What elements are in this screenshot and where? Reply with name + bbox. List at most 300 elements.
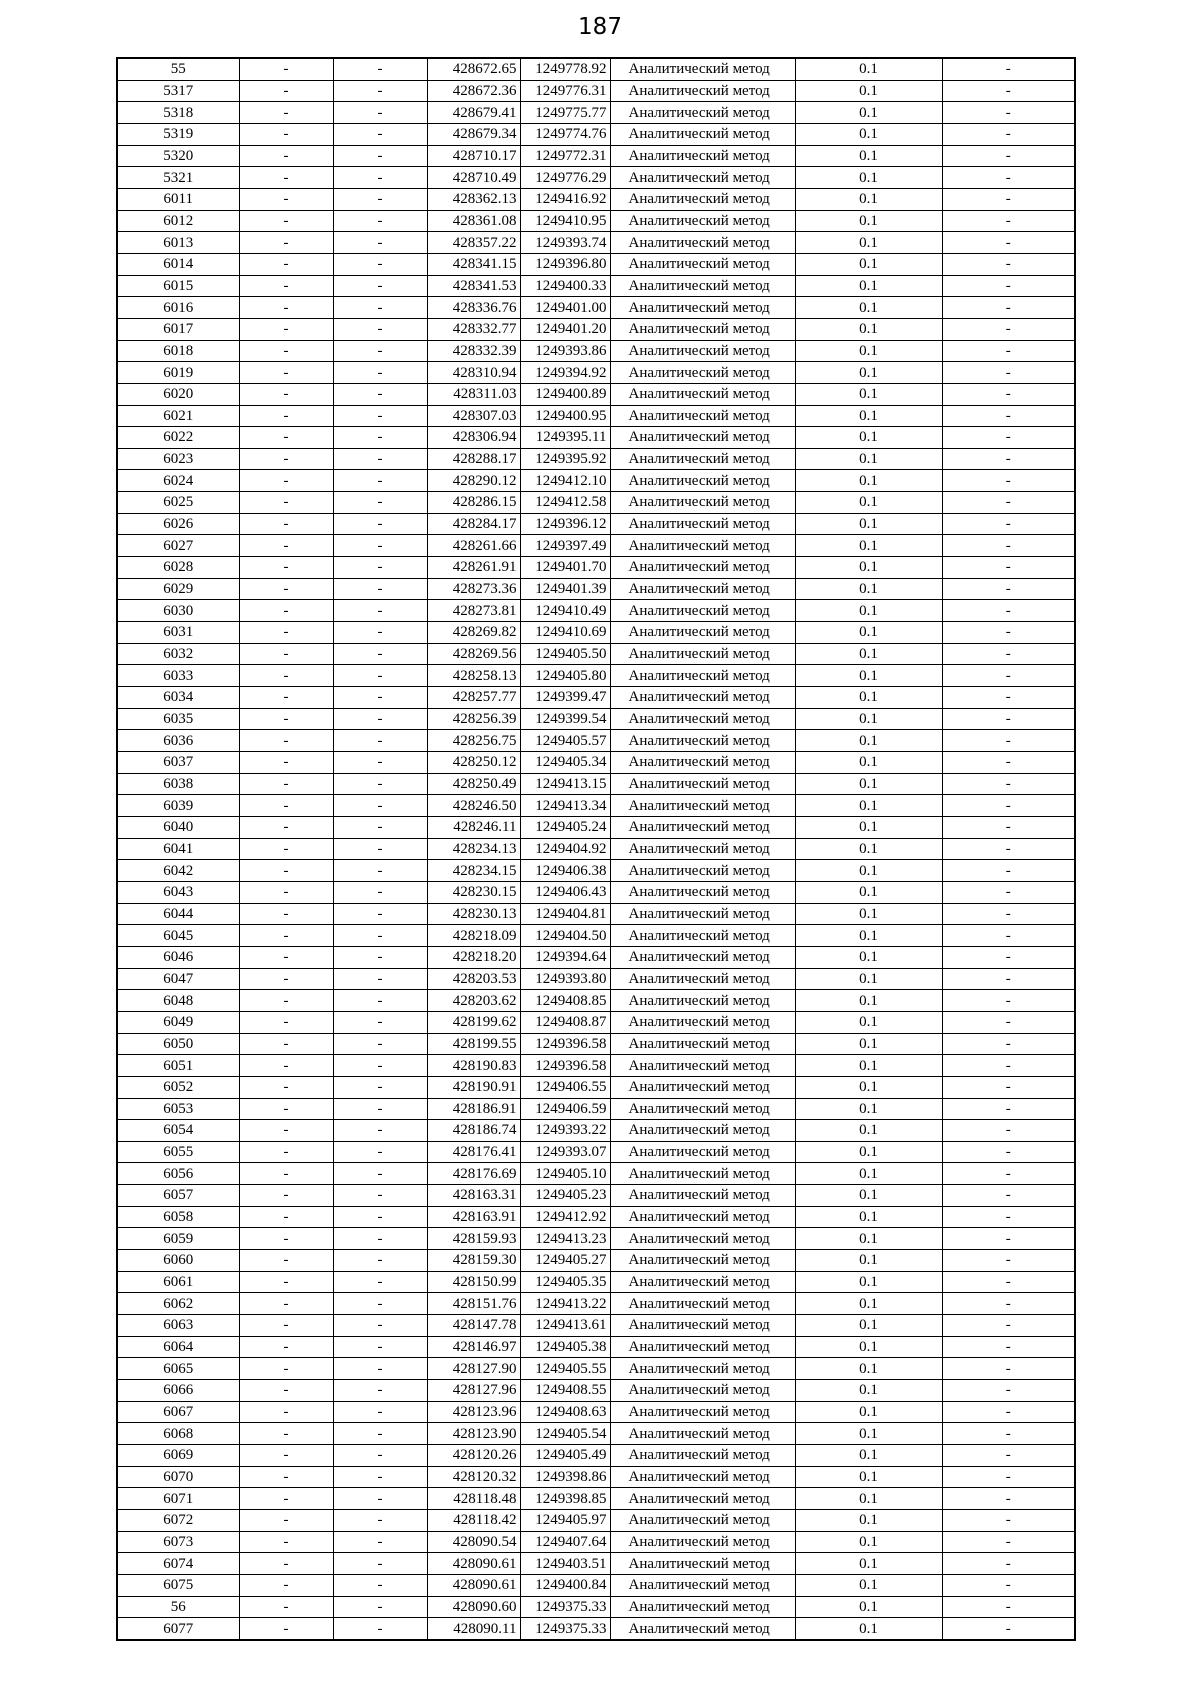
- column-3-cell: -: [333, 1336, 427, 1358]
- accuracy-cell: 0.1: [795, 188, 942, 210]
- column-2-cell: -: [239, 1596, 333, 1618]
- accuracy-cell: 0.1: [795, 1401, 942, 1423]
- point-number-cell: 6067: [117, 1401, 239, 1423]
- x-coordinate-cell: 428258.13: [427, 665, 520, 687]
- method-cell: Аналитический метод: [610, 708, 795, 730]
- point-number-cell: 6051: [117, 1055, 239, 1077]
- table-row: [117, 492, 1075, 514]
- column-3-cell: -: [333, 80, 427, 102]
- point-number-cell: 6072: [117, 1509, 239, 1531]
- note-cell: -: [942, 1596, 1075, 1618]
- point-number-cell: 6030: [117, 600, 239, 622]
- column-3-cell: -: [333, 1401, 427, 1423]
- y-coordinate-cell: 1249404.81: [520, 903, 610, 925]
- accuracy-cell: 0.1: [795, 318, 942, 340]
- note-cell: -: [942, 643, 1075, 665]
- column-2-cell: -: [239, 232, 333, 254]
- x-coordinate-cell: 428310.94: [427, 362, 520, 384]
- method-cell: Аналитический метод: [610, 1466, 795, 1488]
- column-2-cell: -: [239, 1185, 333, 1207]
- x-coordinate-cell: 428090.11: [427, 1618, 520, 1640]
- table-row: [117, 1228, 1075, 1250]
- accuracy-cell: 0.1: [795, 622, 942, 644]
- column-2-cell: -: [239, 535, 333, 557]
- accuracy-cell: 0.1: [795, 1228, 942, 1250]
- accuracy-cell: 0.1: [795, 687, 942, 709]
- column-2-cell: -: [239, 1445, 333, 1467]
- y-coordinate-cell: 1249395.11: [520, 427, 610, 449]
- y-coordinate-cell: 1249413.22: [520, 1293, 610, 1315]
- column-3-cell: -: [333, 470, 427, 492]
- note-cell: -: [942, 123, 1075, 145]
- y-coordinate-cell: 1249404.50: [520, 925, 610, 947]
- method-cell: Аналитический метод: [610, 275, 795, 297]
- note-cell: -: [942, 730, 1075, 752]
- column-2-cell: -: [239, 167, 333, 189]
- column-3-cell: -: [333, 297, 427, 319]
- x-coordinate-cell: 428199.55: [427, 1033, 520, 1055]
- column-2-cell: -: [239, 58, 333, 80]
- point-number-cell: 5319: [117, 123, 239, 145]
- method-cell: Аналитический метод: [610, 730, 795, 752]
- accuracy-cell: 0.1: [795, 1141, 942, 1163]
- point-number-cell: 6057: [117, 1185, 239, 1207]
- point-number-cell: 6017: [117, 318, 239, 340]
- x-coordinate-cell: 428090.61: [427, 1553, 520, 1575]
- accuracy-cell: 0.1: [795, 578, 942, 600]
- x-coordinate-cell: 428199.62: [427, 1011, 520, 1033]
- column-2-cell: -: [239, 1358, 333, 1380]
- method-cell: Аналитический метод: [610, 1293, 795, 1315]
- table-row: [117, 535, 1075, 557]
- accuracy-cell: 0.1: [795, 990, 942, 1012]
- column-3-cell: -: [333, 946, 427, 968]
- note-cell: -: [942, 297, 1075, 319]
- method-cell: Аналитический метод: [610, 470, 795, 492]
- table-row: [117, 340, 1075, 362]
- note-cell: -: [942, 340, 1075, 362]
- table-row: [117, 622, 1075, 644]
- accuracy-cell: 0.1: [795, 1055, 942, 1077]
- point-number-cell: 6044: [117, 903, 239, 925]
- y-coordinate-cell: 1249403.51: [520, 1553, 610, 1575]
- x-coordinate-cell: 428176.69: [427, 1163, 520, 1185]
- point-number-cell: 6071: [117, 1488, 239, 1510]
- column-2-cell: -: [239, 102, 333, 124]
- point-number-cell: 6021: [117, 405, 239, 427]
- point-number-cell: 6046: [117, 946, 239, 968]
- table-row: [117, 167, 1075, 189]
- x-coordinate-cell: 428288.17: [427, 448, 520, 470]
- column-2-cell: -: [239, 730, 333, 752]
- point-number-cell: 6038: [117, 773, 239, 795]
- accuracy-cell: 0.1: [795, 1033, 942, 1055]
- note-cell: -: [942, 622, 1075, 644]
- point-number-cell: 6026: [117, 513, 239, 535]
- note-cell: -: [942, 1185, 1075, 1207]
- y-coordinate-cell: 1249778.92: [520, 58, 610, 80]
- y-coordinate-cell: 1249408.63: [520, 1401, 610, 1423]
- x-coordinate-cell: 428123.90: [427, 1423, 520, 1445]
- accuracy-cell: 0.1: [795, 730, 942, 752]
- x-coordinate-cell: 428256.39: [427, 708, 520, 730]
- accuracy-cell: 0.1: [795, 210, 942, 232]
- y-coordinate-cell: 1249408.85: [520, 990, 610, 1012]
- column-3-cell: -: [333, 210, 427, 232]
- column-3-cell: -: [333, 535, 427, 557]
- note-cell: -: [942, 1055, 1075, 1077]
- accuracy-cell: 0.1: [795, 752, 942, 774]
- x-coordinate-cell: 428090.54: [427, 1531, 520, 1553]
- note-cell: -: [942, 427, 1075, 449]
- column-2-cell: -: [239, 838, 333, 860]
- note-cell: -: [942, 903, 1075, 925]
- note-cell: -: [942, 167, 1075, 189]
- accuracy-cell: 0.1: [795, 275, 942, 297]
- point-number-cell: 6019: [117, 362, 239, 384]
- point-number-cell: 6062: [117, 1293, 239, 1315]
- point-number-cell: 6068: [117, 1423, 239, 1445]
- point-number-cell: 6052: [117, 1076, 239, 1098]
- column-3-cell: -: [333, 362, 427, 384]
- note-cell: -: [942, 253, 1075, 275]
- x-coordinate-cell: 428273.81: [427, 600, 520, 622]
- point-number-cell: 6049: [117, 1011, 239, 1033]
- column-2-cell: -: [239, 1574, 333, 1596]
- accuracy-cell: 0.1: [795, 1293, 942, 1315]
- column-3-cell: -: [333, 903, 427, 925]
- accuracy-cell: 0.1: [795, 925, 942, 947]
- column-3-cell: -: [333, 622, 427, 644]
- column-2-cell: -: [239, 470, 333, 492]
- x-coordinate-cell: 428290.12: [427, 470, 520, 492]
- point-number-cell: 6047: [117, 968, 239, 990]
- note-cell: -: [942, 1033, 1075, 1055]
- method-cell: Аналитический метод: [610, 795, 795, 817]
- point-number-cell: 6016: [117, 297, 239, 319]
- point-number-cell: 6033: [117, 665, 239, 687]
- x-coordinate-cell: 428190.83: [427, 1055, 520, 1077]
- x-coordinate-cell: 428261.66: [427, 535, 520, 557]
- point-number-cell: 6043: [117, 881, 239, 903]
- y-coordinate-cell: 1249408.87: [520, 1011, 610, 1033]
- column-3-cell: -: [333, 1315, 427, 1337]
- accuracy-cell: 0.1: [795, 881, 942, 903]
- table-row: [117, 665, 1075, 687]
- table-row: [117, 318, 1075, 340]
- column-3-cell: -: [333, 448, 427, 470]
- y-coordinate-cell: 1249398.86: [520, 1466, 610, 1488]
- x-coordinate-cell: 428203.53: [427, 968, 520, 990]
- column-3-cell: -: [333, 253, 427, 275]
- table-row: [117, 708, 1075, 730]
- note-cell: -: [942, 1011, 1075, 1033]
- method-cell: Аналитический метод: [610, 1033, 795, 1055]
- column-2-cell: -: [239, 405, 333, 427]
- y-coordinate-cell: 1249375.33: [520, 1596, 610, 1618]
- table-row: [117, 427, 1075, 449]
- point-number-cell: 6015: [117, 275, 239, 297]
- column-3-cell: -: [333, 968, 427, 990]
- column-2-cell: -: [239, 1466, 333, 1488]
- method-cell: Аналитический метод: [610, 1509, 795, 1531]
- note-cell: -: [942, 210, 1075, 232]
- method-cell: Аналитический метод: [610, 968, 795, 990]
- accuracy-cell: 0.1: [795, 903, 942, 925]
- method-cell: Аналитический метод: [610, 1315, 795, 1337]
- table-row: [117, 58, 1075, 80]
- x-coordinate-cell: 428261.91: [427, 557, 520, 579]
- note-cell: -: [942, 752, 1075, 774]
- column-2-cell: -: [239, 1271, 333, 1293]
- y-coordinate-cell: 1249412.92: [520, 1206, 610, 1228]
- table-row: [117, 513, 1075, 535]
- point-number-cell: 6037: [117, 752, 239, 774]
- x-coordinate-cell: 428332.39: [427, 340, 520, 362]
- accuracy-cell: 0.1: [795, 816, 942, 838]
- column-3-cell: -: [333, 816, 427, 838]
- method-cell: Аналитический метод: [610, 557, 795, 579]
- table-row: [117, 903, 1075, 925]
- point-number-cell: 6055: [117, 1141, 239, 1163]
- accuracy-cell: 0.1: [795, 80, 942, 102]
- method-cell: Аналитический метод: [610, 383, 795, 405]
- column-3-cell: -: [333, 1098, 427, 1120]
- table-row: [117, 773, 1075, 795]
- column-3-cell: -: [333, 1163, 427, 1185]
- y-coordinate-cell: 1249393.86: [520, 340, 610, 362]
- point-number-cell: 6012: [117, 210, 239, 232]
- column-3-cell: -: [333, 1553, 427, 1575]
- y-coordinate-cell: 1249405.24: [520, 816, 610, 838]
- method-cell: Аналитический метод: [610, 600, 795, 622]
- method-cell: Аналитический метод: [610, 925, 795, 947]
- accuracy-cell: 0.1: [795, 1618, 942, 1640]
- x-coordinate-cell: 428120.32: [427, 1466, 520, 1488]
- x-coordinate-cell: 428090.61: [427, 1574, 520, 1596]
- y-coordinate-cell: 1249394.64: [520, 946, 610, 968]
- table-row: [117, 448, 1075, 470]
- table-row: [117, 990, 1075, 1012]
- accuracy-cell: 0.1: [795, 58, 942, 80]
- coordinates-table: [116, 57, 1076, 1641]
- y-coordinate-cell: 1249405.80: [520, 665, 610, 687]
- y-coordinate-cell: 1249406.43: [520, 881, 610, 903]
- method-cell: Аналитический метод: [610, 318, 795, 340]
- table-row: [117, 1358, 1075, 1380]
- point-number-cell: 6031: [117, 622, 239, 644]
- accuracy-cell: 0.1: [795, 362, 942, 384]
- table-row: [117, 1055, 1075, 1077]
- accuracy-cell: 0.1: [795, 123, 942, 145]
- note-cell: -: [942, 1531, 1075, 1553]
- x-coordinate-cell: 428159.30: [427, 1250, 520, 1272]
- method-cell: Аналитический метод: [610, 492, 795, 514]
- column-2-cell: -: [239, 968, 333, 990]
- note-cell: -: [942, 362, 1075, 384]
- y-coordinate-cell: 1249405.54: [520, 1423, 610, 1445]
- method-cell: Аналитический метод: [610, 1380, 795, 1402]
- column-2-cell: -: [239, 1055, 333, 1077]
- x-coordinate-cell: 428186.91: [427, 1098, 520, 1120]
- accuracy-cell: 0.1: [795, 102, 942, 124]
- method-cell: Аналитический метод: [610, 687, 795, 709]
- column-3-cell: -: [333, 1380, 427, 1402]
- y-coordinate-cell: 1249413.34: [520, 795, 610, 817]
- table-row: [117, 1531, 1075, 1553]
- note-cell: -: [942, 1141, 1075, 1163]
- y-coordinate-cell: 1249399.47: [520, 687, 610, 709]
- point-number-cell: 6054: [117, 1120, 239, 1142]
- point-number-cell: 6075: [117, 1574, 239, 1596]
- x-coordinate-cell: 428246.50: [427, 795, 520, 817]
- column-2-cell: -: [239, 340, 333, 362]
- x-coordinate-cell: 428118.48: [427, 1488, 520, 1510]
- note-cell: -: [942, 1250, 1075, 1272]
- x-coordinate-cell: 428307.03: [427, 405, 520, 427]
- y-coordinate-cell: 1249398.85: [520, 1488, 610, 1510]
- method-cell: Аналитический метод: [610, 427, 795, 449]
- point-number-cell: 5320: [117, 145, 239, 167]
- table-row: [117, 1618, 1075, 1640]
- note-cell: -: [942, 946, 1075, 968]
- x-coordinate-cell: 428218.20: [427, 946, 520, 968]
- column-3-cell: -: [333, 1250, 427, 1272]
- accuracy-cell: 0.1: [795, 1076, 942, 1098]
- x-coordinate-cell: 428246.11: [427, 816, 520, 838]
- column-3-cell: -: [333, 557, 427, 579]
- table-row: [117, 253, 1075, 275]
- x-coordinate-cell: 428163.91: [427, 1206, 520, 1228]
- method-cell: Аналитический метод: [610, 362, 795, 384]
- column-3-cell: -: [333, 1033, 427, 1055]
- column-3-cell: -: [333, 1011, 427, 1033]
- method-cell: Аналитический метод: [610, 188, 795, 210]
- note-cell: -: [942, 102, 1075, 124]
- column-3-cell: -: [333, 1574, 427, 1596]
- column-2-cell: -: [239, 1553, 333, 1575]
- x-coordinate-cell: 428234.15: [427, 860, 520, 882]
- table-row: [117, 405, 1075, 427]
- table-row: [117, 1466, 1075, 1488]
- note-cell: -: [942, 232, 1075, 254]
- note-cell: -: [942, 188, 1075, 210]
- point-number-cell: 6058: [117, 1206, 239, 1228]
- column-2-cell: -: [239, 1076, 333, 1098]
- note-cell: -: [942, 1271, 1075, 1293]
- table-row: [117, 383, 1075, 405]
- method-cell: Аналитический метод: [610, 622, 795, 644]
- table-row: [117, 1401, 1075, 1423]
- accuracy-cell: 0.1: [795, 405, 942, 427]
- y-coordinate-cell: 1249407.64: [520, 1531, 610, 1553]
- point-number-cell: 6074: [117, 1553, 239, 1575]
- column-2-cell: -: [239, 1293, 333, 1315]
- column-3-cell: -: [333, 232, 427, 254]
- column-3-cell: -: [333, 1358, 427, 1380]
- point-number-cell: 6023: [117, 448, 239, 470]
- table-row: [117, 643, 1075, 665]
- column-3-cell: -: [333, 1445, 427, 1467]
- column-3-cell: -: [333, 1293, 427, 1315]
- y-coordinate-cell: 1249393.07: [520, 1141, 610, 1163]
- method-cell: Аналитический метод: [610, 58, 795, 80]
- method-cell: Аналитический метод: [610, 1618, 795, 1640]
- column-3-cell: -: [333, 1423, 427, 1445]
- table-row: [117, 210, 1075, 232]
- accuracy-cell: 0.1: [795, 1488, 942, 1510]
- accuracy-cell: 0.1: [795, 1250, 942, 1272]
- note-cell: -: [942, 1120, 1075, 1142]
- x-coordinate-cell: 428120.26: [427, 1445, 520, 1467]
- x-coordinate-cell: 428341.53: [427, 275, 520, 297]
- method-cell: Аналитический метод: [610, 643, 795, 665]
- accuracy-cell: 0.1: [795, 297, 942, 319]
- point-number-cell: 6035: [117, 708, 239, 730]
- y-coordinate-cell: 1249405.55: [520, 1358, 610, 1380]
- point-number-cell: 6040: [117, 816, 239, 838]
- column-3-cell: -: [333, 123, 427, 145]
- accuracy-cell: 0.1: [795, 1098, 942, 1120]
- table-row: [117, 1509, 1075, 1531]
- x-coordinate-cell: 428336.76: [427, 297, 520, 319]
- column-2-cell: -: [239, 1120, 333, 1142]
- column-3-cell: -: [333, 513, 427, 535]
- accuracy-cell: 0.1: [795, 1423, 942, 1445]
- note-cell: -: [942, 1423, 1075, 1445]
- accuracy-cell: 0.1: [795, 860, 942, 882]
- method-cell: Аналитический метод: [610, 1228, 795, 1250]
- accuracy-cell: 0.1: [795, 1445, 942, 1467]
- note-cell: -: [942, 860, 1075, 882]
- column-2-cell: -: [239, 990, 333, 1012]
- x-coordinate-cell: 428269.82: [427, 622, 520, 644]
- note-cell: -: [942, 600, 1075, 622]
- method-cell: Аналитический метод: [610, 210, 795, 232]
- x-coordinate-cell: 428273.36: [427, 578, 520, 600]
- column-2-cell: -: [239, 427, 333, 449]
- table-row: [117, 188, 1075, 210]
- column-2-cell: -: [239, 557, 333, 579]
- table-row: [117, 1033, 1075, 1055]
- column-3-cell: -: [333, 752, 427, 774]
- note-cell: -: [942, 1466, 1075, 1488]
- y-coordinate-cell: 1249404.92: [520, 838, 610, 860]
- note-cell: -: [942, 557, 1075, 579]
- point-number-cell: 6066: [117, 1380, 239, 1402]
- x-coordinate-cell: 428218.09: [427, 925, 520, 947]
- y-coordinate-cell: 1249400.84: [520, 1574, 610, 1596]
- method-cell: Аналитический метод: [610, 513, 795, 535]
- note-cell: -: [942, 405, 1075, 427]
- x-coordinate-cell: 428150.99: [427, 1271, 520, 1293]
- y-coordinate-cell: 1249405.23: [520, 1185, 610, 1207]
- x-coordinate-cell: 428203.62: [427, 990, 520, 1012]
- point-number-cell: 6027: [117, 535, 239, 557]
- accuracy-cell: 0.1: [795, 1206, 942, 1228]
- table-row: [117, 1574, 1075, 1596]
- note-cell: -: [942, 816, 1075, 838]
- column-3-cell: -: [333, 773, 427, 795]
- note-cell: -: [942, 1380, 1075, 1402]
- accuracy-cell: 0.1: [795, 340, 942, 362]
- accuracy-cell: 0.1: [795, 1185, 942, 1207]
- note-cell: -: [942, 145, 1075, 167]
- point-number-cell: 6011: [117, 188, 239, 210]
- y-coordinate-cell: 1249776.31: [520, 80, 610, 102]
- x-coordinate-cell: 428186.74: [427, 1120, 520, 1142]
- point-number-cell: 6050: [117, 1033, 239, 1055]
